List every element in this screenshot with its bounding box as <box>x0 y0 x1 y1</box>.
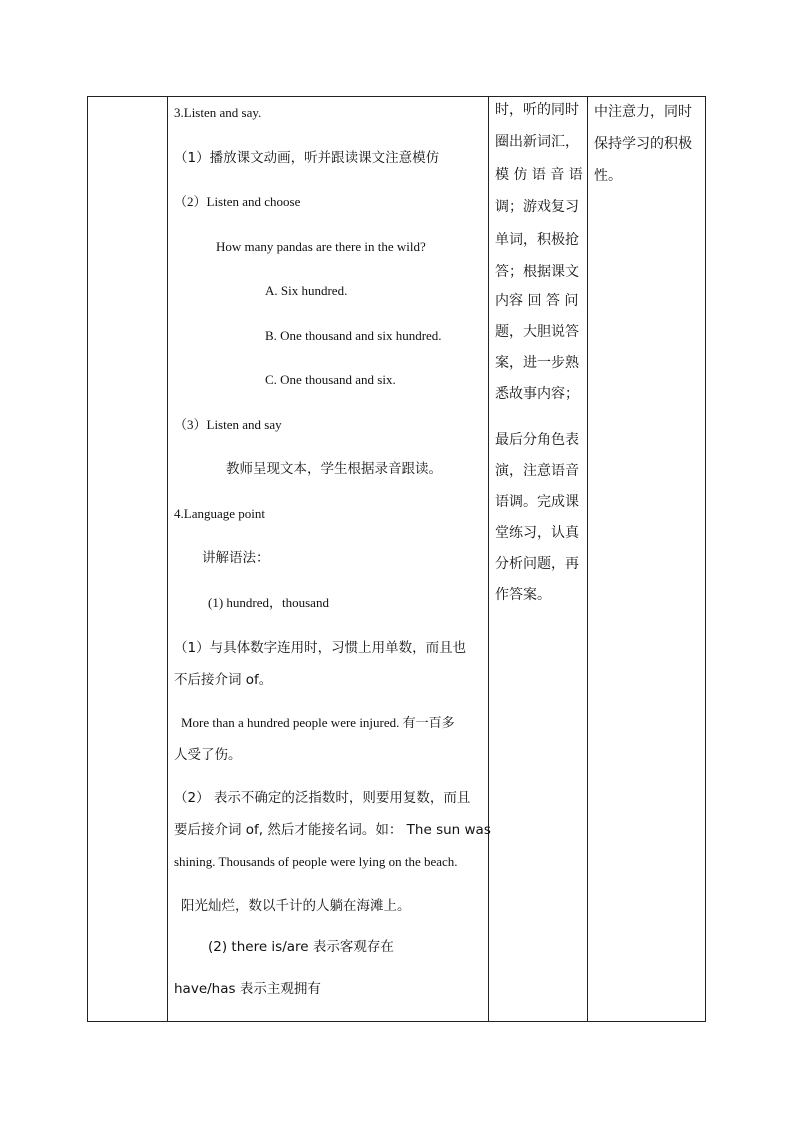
student-activity-cell <box>489 97 587 1021</box>
activity-line: 模 仿 语 音 语 <box>495 167 583 183</box>
step-text: （3）Listen and say <box>174 417 282 432</box>
teaching-procedure-cell <box>168 97 491 1021</box>
activity-line: 答；根据课文 <box>495 264 579 280</box>
intent-line: 保持学习的积极 <box>594 136 692 152</box>
paragraph-text: 教师呈现文本，学生根据录音跟读。 <box>226 461 442 477</box>
first-column-cell <box>88 97 167 1021</box>
activity-line: 分析问题，再 <box>495 556 579 572</box>
example-translation: 人受了伤。 <box>174 747 242 763</box>
activity-line: 演，注意语音 <box>495 463 579 479</box>
paragraph-text: （1）与具体数字连用时，习惯上用单数，而且也 <box>174 640 467 656</box>
grammar-item: (2) there is/are 表示客观存在 <box>208 939 394 955</box>
activity-line: 语调。完成课 <box>495 494 579 510</box>
activity-line: 堂练习，认真 <box>495 525 579 541</box>
paragraph-text: （2） 表示不确定的泛指数时，则要用复数，而且 <box>174 790 471 806</box>
activity-line: 内容 回 答 问 <box>495 293 579 309</box>
option-c: C. One thousand and six. <box>265 372 396 387</box>
example-sentence: More than a hundred people were injured. 有一百多 <box>181 715 455 730</box>
activity-line: 题，大胆说答 <box>495 324 579 340</box>
step-text: （1）播放课文动画，听并跟读课文注意模仿 <box>174 150 440 166</box>
option-b: B. One thousand and six hundred. <box>265 328 442 343</box>
example-sentence: shining. Thousands of people were lying on the beach. <box>174 854 458 869</box>
grammar-item: have/has 表示主观拥有 <box>174 981 321 997</box>
paragraph-text: 讲解语法： <box>202 550 270 566</box>
example-translation: 阳光灿烂，数以千计的人躺在海滩上。 <box>181 898 411 914</box>
activity-line: 最后分角色表 <box>495 432 579 448</box>
section-heading-listen-say: 3.Listen and say. <box>174 105 262 120</box>
paragraph-text: 要后接介词 of, 然后才能接名词。如： The sun was <box>174 822 491 838</box>
lesson-table <box>87 96 706 1022</box>
activity-line: 调；游戏复习 <box>495 199 579 215</box>
activity-line: 单词，积极抢 <box>495 232 579 248</box>
section-heading-language-point: 4.Language point <box>174 506 265 521</box>
activity-line: 时，听的同时 <box>495 102 579 118</box>
paragraph-text: 不后接介词 of。 <box>174 672 273 688</box>
grammar-item: (1) hundred，thousand <box>208 595 329 610</box>
activity-line: 悉故事内容； <box>495 386 579 402</box>
intent-line: 中注意力，同时 <box>594 104 692 120</box>
intent-line: 性。 <box>594 168 622 184</box>
question-text: How many pandas are there in the wild? <box>216 239 426 254</box>
activity-line: 案，进一步熟 <box>495 355 579 371</box>
activity-line: 圈出新词汇， <box>495 134 579 150</box>
activity-line: 作答案。 <box>495 587 551 603</box>
option-a: A. Six hundred. <box>265 283 348 298</box>
step-text: （2）Listen and choose <box>174 194 301 209</box>
design-intent-cell <box>588 97 706 1021</box>
